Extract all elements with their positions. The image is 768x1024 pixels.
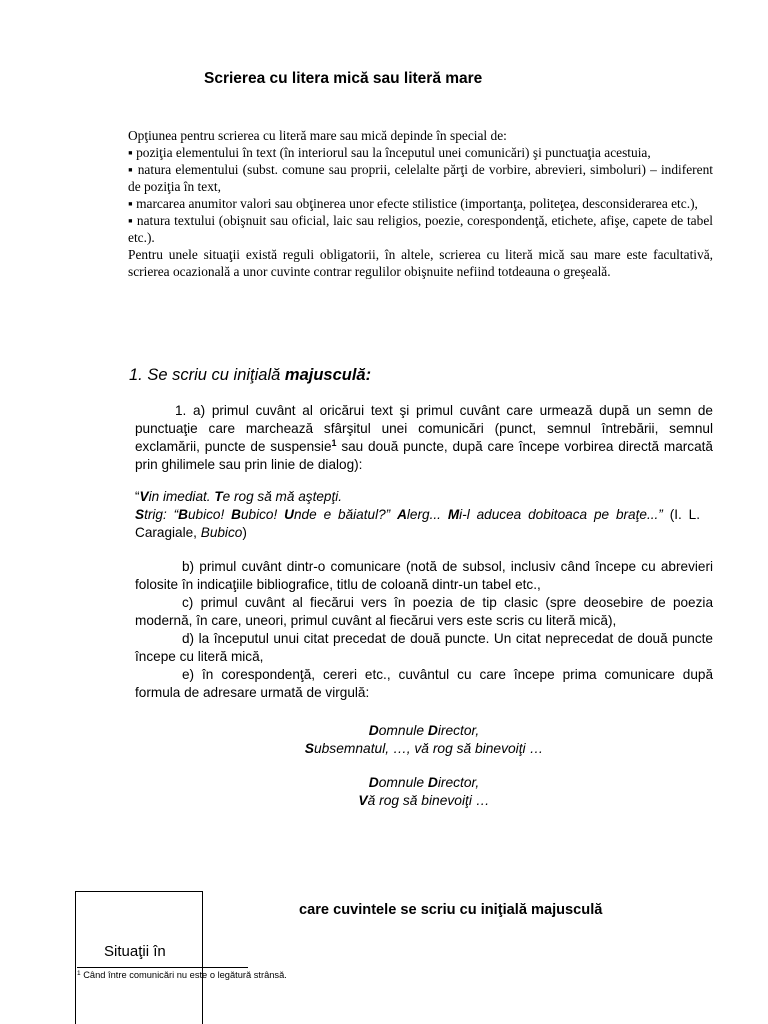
quote-segment: B bbox=[231, 507, 241, 522]
quote-line-1 bbox=[135, 488, 700, 506]
letter-example-2-greeting: Domnule Director, bbox=[368, 775, 480, 790]
intro-line: Pentru unele situaţii există reguli obligatorii, în altele, scrierea cu literă mică sau mare este facultativă, scrierea ocazională a unor cuvinte contrar regulilor obişnuite nefiind totdeauna o greşeală. bbox=[128, 247, 713, 279]
quote-segment: M bbox=[447, 507, 460, 522]
list-item: e) în corespondenţă, cereri etc., cuvântul cu care începe prima comunicare după formula de adresare urmată de virgulă: bbox=[135, 667, 713, 700]
section-heading-emphasis: majusculă: bbox=[284, 366, 372, 384]
section-heading bbox=[129, 366, 371, 385]
quote-segment: nde e băiatul?” bbox=[294, 507, 398, 522]
quote-segment: Bubico bbox=[200, 525, 243, 540]
table-left-cell-label: Situaţii în bbox=[104, 943, 166, 960]
quote-segment: i-l aducea dobitoaca pe braţe...” bbox=[459, 507, 670, 522]
intro-line: ▪ natura textului (obişnuit sau oficial, laic sau religios, poezie, corespondenţă, etichete, afişe, capete de tabel etc.). bbox=[128, 213, 713, 245]
quote-segment: T bbox=[214, 489, 223, 504]
letter-example-2-body: Vă rog să binevoiţi … bbox=[358, 793, 490, 808]
quote-segment: U bbox=[284, 507, 294, 522]
letter-example-1-greeting: Domnule Director, bbox=[368, 723, 480, 738]
rule-a-text-continued: sau două puncte, după care începe vorbirea directă marcată prin ghilimele sau prin linie de dialog): bbox=[135, 439, 713, 472]
table-right-heading: care cuvintele se scriu cu iniţială majusculă bbox=[299, 902, 603, 918]
quote-segment: e rog să mă aştepţi. bbox=[222, 489, 343, 504]
quote-segment: ubico! bbox=[188, 507, 232, 522]
intro-text bbox=[128, 127, 713, 280]
quote-segment: B bbox=[178, 507, 188, 522]
footnote-marker: 1 bbox=[77, 970, 81, 977]
quote-segment: S bbox=[135, 507, 145, 522]
quote-segment: A bbox=[397, 507, 407, 522]
quote-segment: ubico! bbox=[241, 507, 285, 522]
page-title: Scrierea cu litera mică sau literă mare bbox=[204, 70, 483, 87]
quote-example bbox=[135, 488, 700, 542]
list-item: c) primul cuvânt al fiecărui vers în poezia de tip clasic (spre deosebire de poezia modernă, în care, uneori, primul cuvânt al fiecărui vers este scris cu literă mică), bbox=[135, 595, 713, 628]
footnote-reference[interactable]: 1 bbox=[331, 438, 337, 448]
list-item: b) primul cuvânt dintr-o comunicare (notă de subsol, inclusiv când începe cu abrevieri folosite în indicaţiile bibliografice, titlu de coloană dintr-un tabel etc., bbox=[135, 559, 713, 592]
rule-a-text: 1. a) primul cuvânt al oricărui text şi primul cuvânt care urmează după un semn de punctuaţie care marchează sfârşitul unei comunicări (punct, semnul întrebării, semnul exclamării, puncte de suspensie bbox=[135, 403, 713, 454]
quote-segment: lerg... bbox=[406, 507, 448, 522]
intro-line: ▪ poziţia elementului în text (în interiorul sau la începutul unei comunicări) şi punctuaţia acestuia, bbox=[128, 145, 651, 160]
quote-segment: trig: “ bbox=[144, 507, 179, 522]
quote-segment: (I. L. Caragiale, bbox=[135, 507, 701, 540]
footnote-text: Când între comunicări nu este o legătură strânsă. bbox=[80, 970, 287, 980]
quote-segment: ) bbox=[242, 525, 247, 540]
rule-sub-items bbox=[135, 558, 713, 702]
letter-example-1-body: Subsemnatul, …, vă rog să binevoiţi … bbox=[304, 741, 544, 756]
footnote-divider bbox=[77, 967, 248, 968]
quote-segment: “ bbox=[135, 489, 140, 504]
section-heading-prefix: 1. Se scriu cu iniţială bbox=[129, 366, 285, 384]
footnote bbox=[77, 970, 287, 980]
intro-line: Opţiunea pentru scrierea cu literă mare sau mică depinde în special de: bbox=[128, 128, 507, 143]
rule-paragraph-a bbox=[135, 402, 713, 474]
quote-segment: in imediat. bbox=[148, 489, 215, 504]
intro-line: ▪ natura elementului (subst. comune sau proprii, celelalte părţi de vorbire, abrevieri, simboluri) – indiferent de poziţia în text, bbox=[128, 162, 713, 194]
quote-segment: V bbox=[139, 489, 149, 504]
letter-examples bbox=[135, 722, 713, 810]
list-item: d) la începutul unui citat precedat de două puncte. Un citat neprecedat de două puncte începe cu literă mică, bbox=[135, 631, 713, 664]
quote-line-2 bbox=[135, 506, 700, 542]
intro-line: ▪ marcarea anumitor valori sau obţinerea unor efecte stilistice (importanţa, politeţea, desconsiderarea etc.), bbox=[128, 196, 698, 211]
